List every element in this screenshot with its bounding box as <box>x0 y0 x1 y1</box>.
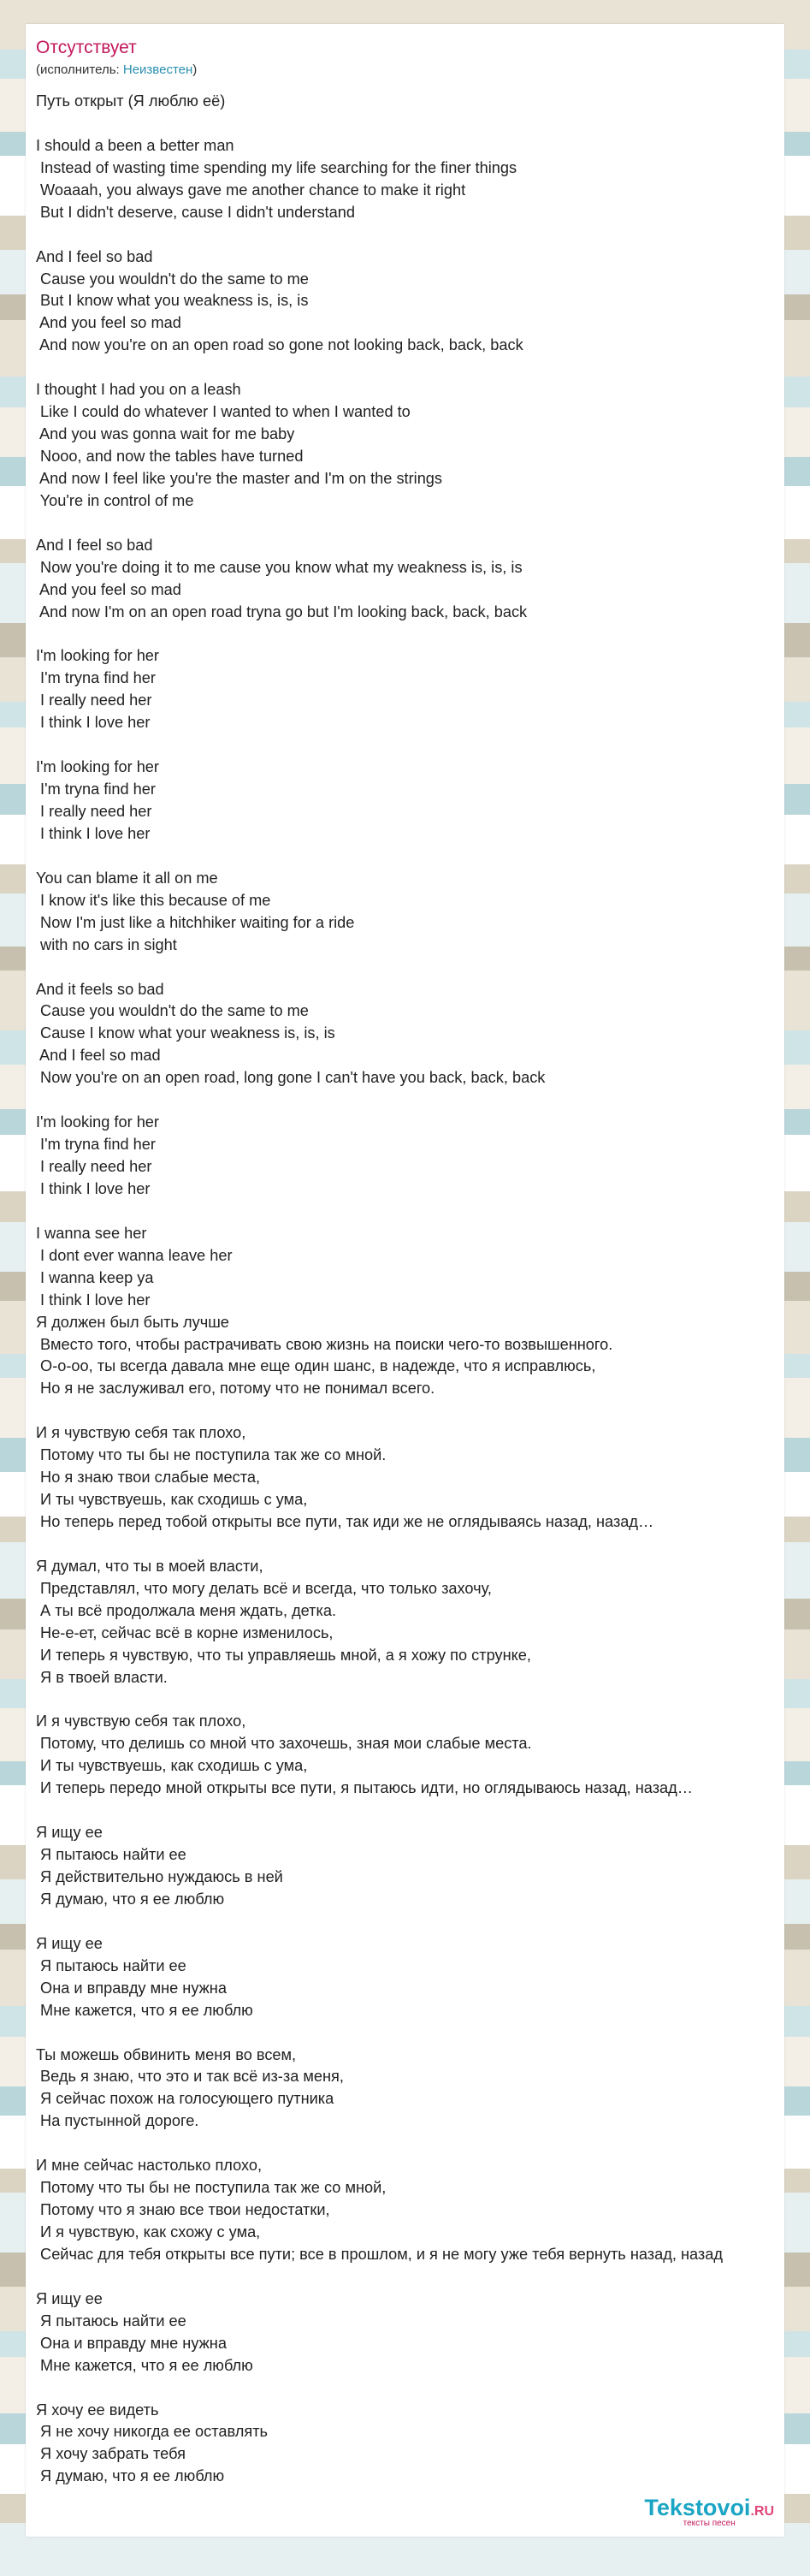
lyric-line: Не-е-ет, сейчас всё в корне изменилось, <box>36 1623 334 1641</box>
lyric-line: I should a been a better man <box>36 136 234 154</box>
lyric-line: Now you're doing it to me cause you know what my weakness is, is, is <box>36 558 523 576</box>
lyric-line: I really need her <box>36 691 152 709</box>
lyric-line: Она и вправду мне нужна <box>36 1979 227 1997</box>
lyric-line: And it feels so bad <box>36 980 164 998</box>
lyric-line: И теперь передо мной открыты все пути, я пытаюсь идти, но оглядываюсь назад, назад… <box>36 1779 693 1797</box>
lyric-line <box>36 2133 780 2155</box>
lyric-line: О-о-оо, ты всегда давала мне еще один шанс, в надежде, что я исправлюсь, <box>36 1357 596 1375</box>
lyric-line: I really need her <box>36 803 152 820</box>
lyric-line: Cause you wouldn't do the same to me <box>36 1002 309 1020</box>
lyric-line: I thought I had you on a leash <box>36 381 241 399</box>
lyric-line: Ведь я знаю, что это и так всё из-за меня, <box>36 2068 344 2086</box>
lyric-line: I think I love her <box>36 1291 151 1309</box>
lyric-line: Ты можешь обвинить меня во всем, <box>36 2045 297 2063</box>
lyric-line <box>36 1689 780 1712</box>
logo-name: Tekstovoi <box>644 2495 751 2520</box>
lyric-line <box>36 624 780 646</box>
lyric-line: Я пытаюсь найти ее <box>36 1846 186 1864</box>
lyric-line: Мне кажется, что я ее люблю <box>36 2356 253 2374</box>
lyric-line <box>36 846 780 868</box>
lyric-line: И я чувствую, как схожу с ума, <box>36 2223 261 2241</box>
lyric-line: А ты всё продолжала меня ждать, детка. <box>36 1601 337 1619</box>
lyric-line: Я сейчас похож на голосующего путника <box>36 2090 334 2108</box>
lyric-line: Но я не заслуживал его, потому что не понимал всего. <box>36 1380 435 1398</box>
lyric-line <box>36 734 780 757</box>
artist-line <box>36 62 197 77</box>
lyric-line: And I feel so mad <box>36 1047 161 1065</box>
lyric-line: But I didn't deserve, cause I didn't understand <box>36 203 355 221</box>
lyric-line: И я чувствую себя так плохо, <box>36 1712 246 1730</box>
lyric-line <box>36 1911 780 1933</box>
lyric-line <box>36 1534 780 1556</box>
lyric-line <box>36 113 780 135</box>
lyric-line: But I know what you weakness is, is, is <box>36 292 309 310</box>
lyrics-text <box>36 91 780 2488</box>
lyric-line: I dont ever wanna leave her <box>36 1246 233 1264</box>
lyric-line <box>36 957 780 979</box>
lyric-line: I'm looking for her <box>36 647 159 665</box>
lyric-line: I'm tryna find her <box>36 1136 156 1154</box>
lyric-line <box>36 513 780 535</box>
lyric-line: You're in control of me <box>36 491 194 509</box>
lyric-line: Потому, что делишь со мной что захочешь, зная мои слабые места. <box>36 1735 532 1753</box>
lyric-line <box>36 2377 780 2400</box>
lyric-line: And I feel so bad <box>36 536 153 554</box>
lyric-line: Путь открыт (Я люблю её) <box>36 92 226 110</box>
lyric-line: Instead of wasting time spending my life searching for the finer things <box>36 158 517 176</box>
lyric-line: I'm looking for her <box>36 1113 159 1131</box>
lyric-line: Я должен был быть лучше <box>36 1313 229 1331</box>
lyric-line: Like I could do whatever I wanted to when I wanted to <box>36 403 411 421</box>
lyric-line: Я пытаюсь найти ее <box>36 1956 186 1974</box>
artist-suffix: ) <box>192 62 198 77</box>
lyric-line: И теперь я чувствую, что ты управляешь мной, а я хожу по струнке, <box>36 1646 531 1664</box>
lyric-line: Now you're on an open road, long gone I can't have you back, back, back <box>36 1069 546 1087</box>
lyric-line: I think I love her <box>36 824 151 842</box>
lyric-line: Woaaah, you always gave me another chance to make it right <box>36 181 466 199</box>
lyric-line: Мне кажется, что я ее люблю <box>36 2001 253 2019</box>
lyric-line: Я думал, что ты в моей власти, <box>36 1557 263 1575</box>
logo-tagline: тексты песен <box>683 2519 736 2528</box>
lyric-line <box>36 224 780 246</box>
lyric-line: Сейчас для тебя открыты все пути; все в прошлом, и я не могу уже тебя вернуть назад, назад <box>36 2245 723 2263</box>
lyric-line: Я не хочу никогда ее оставлять <box>36 2423 268 2441</box>
lyric-line: And you was gonna wait for me baby <box>36 425 295 443</box>
lyric-line: Я действительно нуждаюсь в ней <box>36 1868 283 1885</box>
lyric-line: And now I feel like you're the master and I'm on the strings <box>36 469 443 487</box>
lyric-line: Now I'm just like a hitchhiker waiting for a ride <box>36 913 355 931</box>
lyric-line <box>36 2022 780 2045</box>
artist-link[interactable]: Неизвестен <box>122 62 193 77</box>
lyric-line: Nooo, and now the tables have turned <box>36 448 304 465</box>
lyric-line: И ты чувствуешь, как сходишь с ума, <box>36 1491 308 1509</box>
lyric-line: Представлял, что могу делать всё и всегда, что только захочу, <box>36 1579 492 1597</box>
lyric-line: And now you're on an open road so gone not looking back, back, back <box>36 336 523 354</box>
lyric-line: И мне сейчас настолько плохо, <box>36 2157 263 2175</box>
lyric-line: Но теперь перед тобой открыты все пути, так иди же не оглядываясь назад, назад… <box>36 1513 654 1530</box>
lyric-line: I wanna see her <box>36 1224 147 1242</box>
lyric-line: Но я знаю твои слабые места, <box>36 1469 261 1487</box>
lyric-line: And now I'm on an open road tryna go but I'm looking back, back, back <box>36 602 528 620</box>
lyric-line: Я ищу ее <box>36 1824 103 1842</box>
lyric-line: I'm tryna find her <box>36 781 156 798</box>
lyric-line: Я в твоей власти. <box>36 1668 168 1686</box>
lyric-line: And you feel so mad <box>36 580 181 598</box>
lyric-line: Я думаю, что я ее люблю <box>36 1890 225 1908</box>
logo-tld: .RU <box>750 2504 774 2519</box>
lyric-line: Я хочу забрать тебя <box>36 2445 186 2463</box>
lyric-line <box>36 2266 780 2288</box>
lyric-line <box>36 1800 780 1822</box>
lyric-line: Cause you wouldn't do the same to me <box>36 270 309 288</box>
lyric-line: I know it's like this because of me <box>36 891 271 909</box>
lyric-line: And I feel so bad <box>36 247 153 265</box>
lyric-line: with no cars in sight <box>36 935 177 953</box>
lyric-line: And you feel so mad <box>36 314 181 332</box>
lyric-line: Я хочу ее видеть <box>36 2401 159 2419</box>
lyric-line: I think I love her <box>36 714 151 732</box>
lyric-line: I wanna keep ya <box>36 1268 154 1286</box>
lyric-line: I'm looking for her <box>36 758 159 776</box>
lyric-line: Вместо того, чтобы растрачивать свою жизнь на поиски чего-то возвышенного. <box>36 1335 613 1353</box>
lyric-line: I'm tryna find her <box>36 669 156 687</box>
lyrics-card <box>26 24 784 2537</box>
lyric-line: Я ищу ее <box>36 1934 103 1952</box>
lyric-line: Я думаю, что я ее люблю <box>36 2467 225 2485</box>
lyric-line: You can blame it all on me <box>36 869 218 887</box>
lyric-line <box>36 357 780 379</box>
site-logo[interactable] <box>644 2495 774 2528</box>
lyric-line <box>36 1201 780 1223</box>
song-title: Отсутствует <box>36 38 137 57</box>
lyric-line: И ты чувствуешь, как сходишь с ума, <box>36 1757 308 1775</box>
lyric-line: Потому что ты бы не поступила так же со мной. <box>36 1446 387 1464</box>
lyric-line: I think I love her <box>36 1179 151 1197</box>
lyric-line: Я пытаюсь найти ее <box>36 2312 186 2330</box>
lyric-line: Cause I know what your weakness is, is, is <box>36 1024 335 1042</box>
lyric-line: Я ищу ее <box>36 2289 103 2307</box>
lyric-line <box>36 1089 780 1112</box>
logo-wordmark <box>644 2495 774 2521</box>
lyric-line: Потому что я знаю все твои недостатки, <box>36 2201 330 2219</box>
lyric-line: I really need her <box>36 1158 152 1175</box>
artist-prefix: (исполнитель: <box>36 62 123 77</box>
lyric-line: На пустынной дороге. <box>36 2112 199 2130</box>
lyric-line: Она и вправду мне нужна <box>36 2334 227 2352</box>
lyric-line: Потому что ты бы не поступила так же со мной, <box>36 2179 387 2197</box>
lyric-line <box>36 1400 780 1422</box>
lyric-line: И я чувствую себя так плохо, <box>36 1424 246 1442</box>
